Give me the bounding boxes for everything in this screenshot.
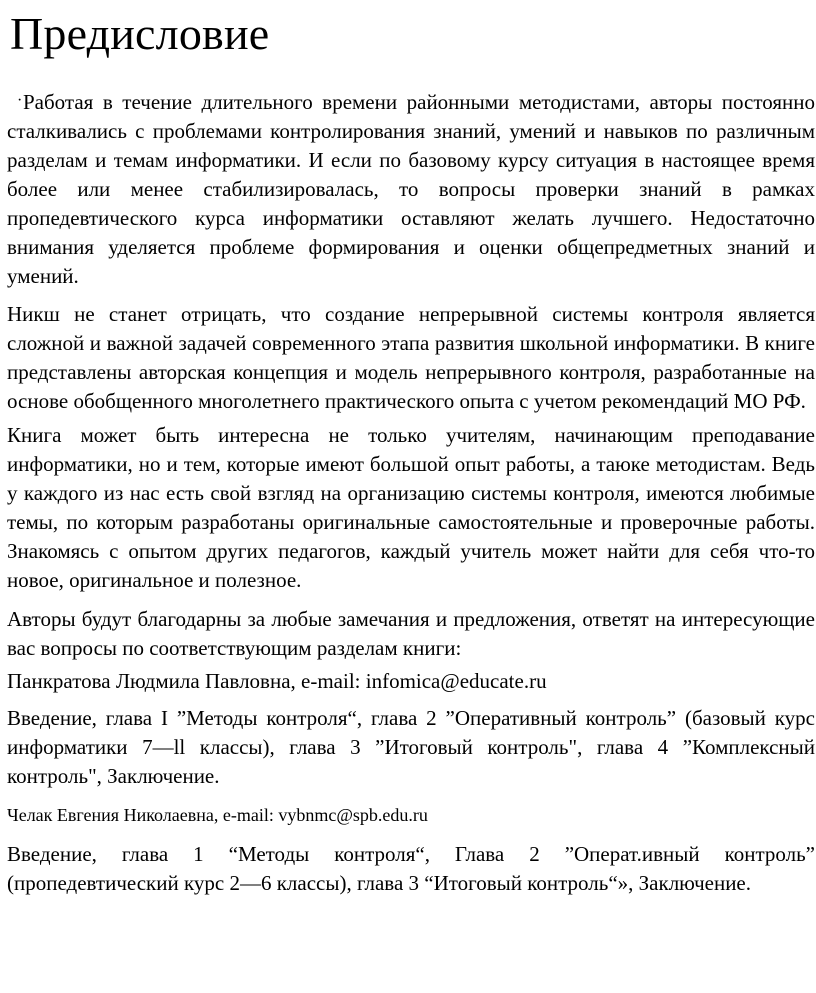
bullet-mark: ·	[17, 92, 23, 109]
author-2-sections: Введение, глава 1 “Методы контроля“, Глава 2 ”Операт.ивный контроль” (пропедевтический курс 2—6 классы), глава 3 “Итоговый контроль“», Заключение.	[7, 842, 815, 895]
author-2-contact: Челак Евгения Николаевна, e-mail: vybnmc@spb.edu.ru	[7, 805, 428, 825]
author-1-contact: Панкратова Людмила Павловна, e-mail: infomica@educate.ru	[7, 669, 547, 693]
author-1-sections: Введение, глава I ”Методы контроля“, глава 2 ”Оперативный контроль” (базовый курс информатики 7—ll классы), глава 3 ”Итоговый контроль", глава 4 ”Комплексный контроль", Заключение.	[7, 706, 815, 788]
paragraph-intro	[7, 88, 815, 291]
page-title: Предисловие	[10, 8, 270, 59]
paragraph-intro-text: Работая в течение длительного времени районными методистами, авторы постоянно сталкивались с проблемами контролирования знаний, умений и навыков по различным разделам и темам информатики. И если по базовому курсу ситуация в настоящее время более или менее стабилизировалась, то вопросы проверки знаний в рамках пропедевтического курса информатики оставляют желать лучшего. Недостаточно внимания уделяется проблеме формирования и оценки общепредметных знаний и умений.	[7, 90, 815, 288]
paragraph-feedback: Авторы будут благодарны за любые замечания и предложения, ответят на интересующие вас вопросы по соответствующим разделам книги:	[7, 607, 815, 660]
paragraph-continuous-control: Никш не станет отрицать, что создание непрерывной системы контроля является сложной и важной задачей современного этапа развития школьной информатики. В книге представлены авторская концепция и модель непрерывного контроля, разработанные на основе обобщенного многолетнего практического опыта с учетом рекомендаций МО РФ.	[7, 302, 815, 413]
paragraph-audience: Книга может быть интересна не только учителям, начинающим преподавание информатики, но и тем, которые имеют большой опыт работы, а таюке методистам. Ведь у каждого из нас есть свой взгляд на организацию системы контроля, имеются любимые темы, по которым разработаны оригинальные самостоятельные и проверочные работы. Знакомясь с опытом других педагогов, каждый учитель может найти для себя что-то новое, оригинальное и полезное.	[7, 423, 815, 592]
preface-body	[7, 88, 815, 898]
